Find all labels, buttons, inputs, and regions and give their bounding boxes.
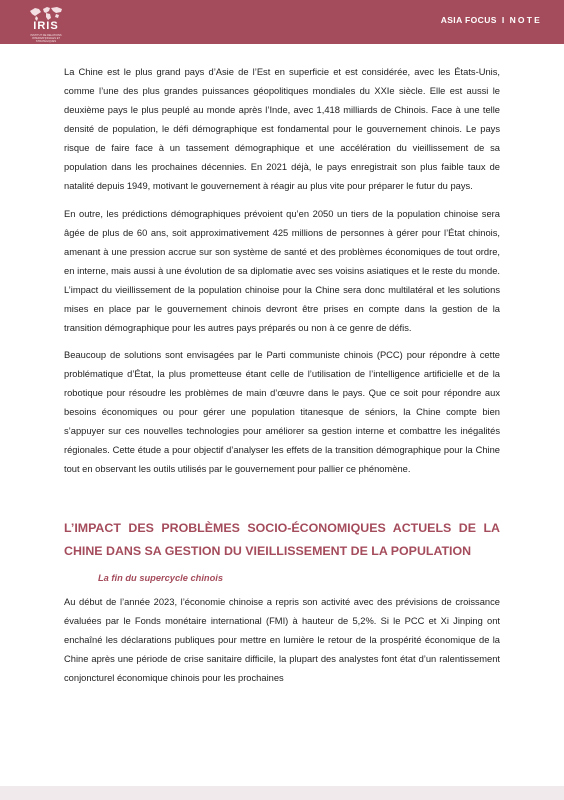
page-header [0, 0, 564, 44]
logo-subtitle: INSTITUT DE RELATIONS INTERNATIONALES ET STRATÉGIQUES [30, 34, 62, 43]
publication-series [441, 15, 542, 25]
paragraph-intro: La Chine est le plus grand pays d’Asie de l’Est en superficie et est considérée, avec les États-Unis, comme l’une des plus grandes puissances géopolitiques mondiales du XXIe siècle. Elle est aussi le deuxième pays le plus peuplé au monde après l’Inde, avec 1,418 milliards de Chinois. Face à une telle densité de population, le défi démographique est fondamental pour le gouvernement chinois. Le pays risque de faire face à un tassement démographique et une accélération du vieillissement de sa population dans les prochaines décennies. En 2021 déjà, le pays enregistrait son plus faible taux de natalité depuis 1949, motivant le gouvernement à réagir au plus vite pour préparer le futur du pays. [64, 67, 500, 191]
paragraph-supercycle: Au début de l’année 2023, l’économie chinoise a repris son activité avec des prévisions de croissance évaluées par le Fonds monétaire international (FMI) à hauteur de 5,2%. Si le PCC et Xi Jinping ont enchaîné les déclarations publiques pour mettre en lumière le retour de la prospérité économique de la Chine après une période de crise sanitaire difficile, la plupart des analystes font état d’un ralentissement conjoncturel économique chinois pour les prochaines [64, 597, 500, 684]
document-body [64, 63, 500, 697]
series-name: ASIA FOCUS [440, 15, 497, 25]
paragraph-demographics: En outre, les prédictions démographiques prévoient qu’en 2050 un tiers de la population chinoise sera âgée de plus de 60 ans, soit approximativement 425 millions de personnes à gérer pour l’État chinois, amenant à une pression accrue sur son système de santé et des problèmes économiques de tout ordre, en interne, mais aussi à une évolution de sa diplomatie avec ses voisins asiatiques et le reste du monde. L’impact du vieillissement de la population chinoise pour la Chine sera donc multilatéral et les solutions mises en place par le gouvernement chinois devront être prises en compte dans la gestion de la transition démographique pour les autres pays préparés ou non à ce genre de défis. [64, 208, 500, 333]
iris-logo [26, 3, 66, 43]
document-type: NOTE [509, 15, 542, 25]
section-heading: L’IMPACT DES PROBLÈMES SOCIO-ÉCONOMIQUES ACTUELS DE LA CHINE DANS SA GESTION DU VIEILLISSEMENT DE LA POPULATION [64, 521, 500, 559]
subsection-heading: La fin du supercycle chinois [98, 573, 224, 584]
page-footer-band [0, 786, 564, 800]
series-separator: I [501, 15, 505, 25]
paragraph-solutions: Beaucoup de solutions sont envisagées par le Parti communiste chinois (PCC) pour répondre à cette problématique d’État, la plus prometteuse étant celle de l’utilisation de l’intelligence artificielle et de la robotique pour résoudre les problèmes de main d’œuvre dans le pays. Que ce soit pour répondre aux besoins économiques ou pour gérer une population titanesque de séniors, la Chine compte bien s’appuyer sur ces nouvelles technologies pour améliorer sa gestion interne et combattre les inégalités régionales. Cette étude a pour objectif d’analyser les effets de la transition démographique pour la Chine tout en observant les outils utilisés par le gouvernement pour pallier ce phénomène. [64, 350, 500, 475]
logo-wordmark: IRIS [33, 20, 59, 32]
